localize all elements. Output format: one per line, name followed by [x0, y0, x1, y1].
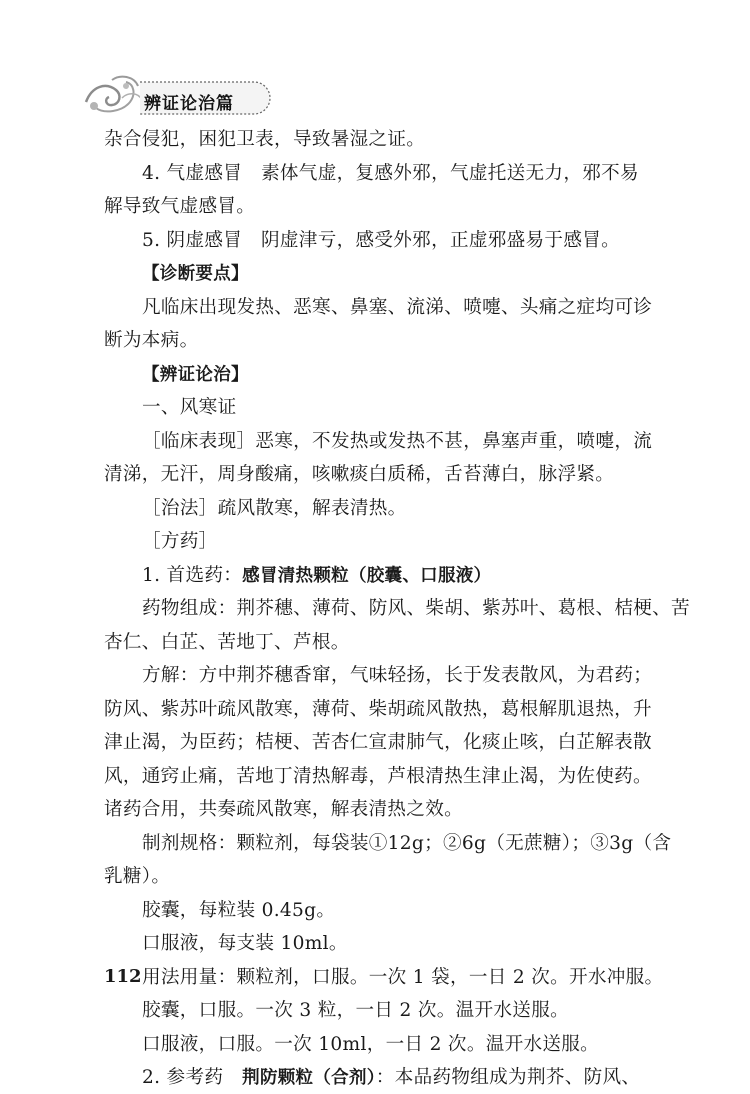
text-line: ［临床表现］恶寒，不发热或发热不甚，鼻塞声重，喷嚏，流	[142, 431, 653, 452]
text-line: 断为本病。	[104, 330, 199, 351]
section-title: 辨证论治篇	[144, 94, 234, 114]
text-line: 凡临床出现发热、恶寒、鼻塞、流涕、喷嚏、头痛之症均可诊	[142, 297, 653, 318]
text-line: 清涕，无汗，周身酸痛，咳嗽痰白质稀，舌苔薄白，脉浮紧。	[104, 464, 615, 485]
text-line: 乳糖）。	[104, 866, 171, 887]
text-line: 5. 阴虚感冒 阴虚津亏，感受外邪，正虚邪盛易于感冒。	[142, 230, 621, 251]
section-heading: 【辨证论治】	[142, 365, 249, 385]
text-line: 杂合侵犯，困犯卫表，导致暑湿之证。	[104, 129, 426, 150]
text-line	[142, 1062, 640, 1094]
text-line: 口服液，口服。一次 10ml，一日 2 次。温开水送服。	[142, 1034, 600, 1055]
subsection-heading: 一、风寒证	[142, 397, 237, 418]
text-line: 制剂规格：颗粒剂，每袋装①12g；②6g（无蔗糖）；③3g（含	[142, 833, 672, 854]
page-number: 112	[104, 966, 142, 987]
text-line: 药物组成：荆芥穗、薄荷、防风、柴胡、紫苏叶、葛根、桔梗、苦	[142, 598, 690, 619]
text-line: 用法用量：颗粒剂，口服。一次 1 袋，一日 2 次。开水冲服。	[142, 967, 664, 988]
text-line: ［方药］	[142, 531, 218, 552]
text-line: 方解：方中荆芥穗香窜，气味轻扬，长于发表散风，为君药；	[142, 665, 653, 686]
text-line: 解导致气虚感冒。	[104, 196, 256, 217]
text-line: 津止渴，为臣药；桔梗、苦杏仁宣肃肺气，化痰止咳，白芷解表散	[104, 732, 652, 753]
text-line: 诸药合用，共奏疏风散寒，解表清热之效。	[104, 799, 463, 820]
text-line: 防风、紫苏叶疏风散寒，薄荷、柴胡疏风散热，葛根解肌退热，升	[104, 699, 652, 720]
section-header	[82, 72, 272, 120]
text-line	[142, 560, 491, 592]
text-line: 口服液，每支装 10ml。	[142, 933, 348, 954]
item-label: 1. 首选药：	[142, 565, 243, 586]
drug-name: 荆防颗粒（合剂）	[242, 1068, 376, 1088]
item-label: 2. 参考药	[142, 1067, 243, 1088]
text-line: 杏仁、白芷、苦地丁、芦根。	[104, 632, 350, 653]
text-fragment: ：本品药物组成为荆芥、防风、	[375, 1067, 641, 1088]
drug-name: 感冒清热颗粒（胶囊、口服液）	[242, 566, 492, 586]
text-line: 风，通窍止痛，苦地丁清热解毒，芦根清热生津止渴，为佐使药。	[104, 766, 652, 787]
section-heading: 【诊断要点】	[142, 264, 249, 284]
text-line: 胶囊，每粒装 0.45g。	[142, 900, 336, 921]
text-line: 胶囊，口服。一次 3 粒，一日 2 次。温开水送服。	[142, 1000, 569, 1021]
text-line: 4. 气虚感冒 素体气虚，复感外邪，气虚托送无力，邪不易	[142, 163, 639, 184]
text-line: ［治法］疏风散寒，解表清热。	[142, 498, 407, 519]
